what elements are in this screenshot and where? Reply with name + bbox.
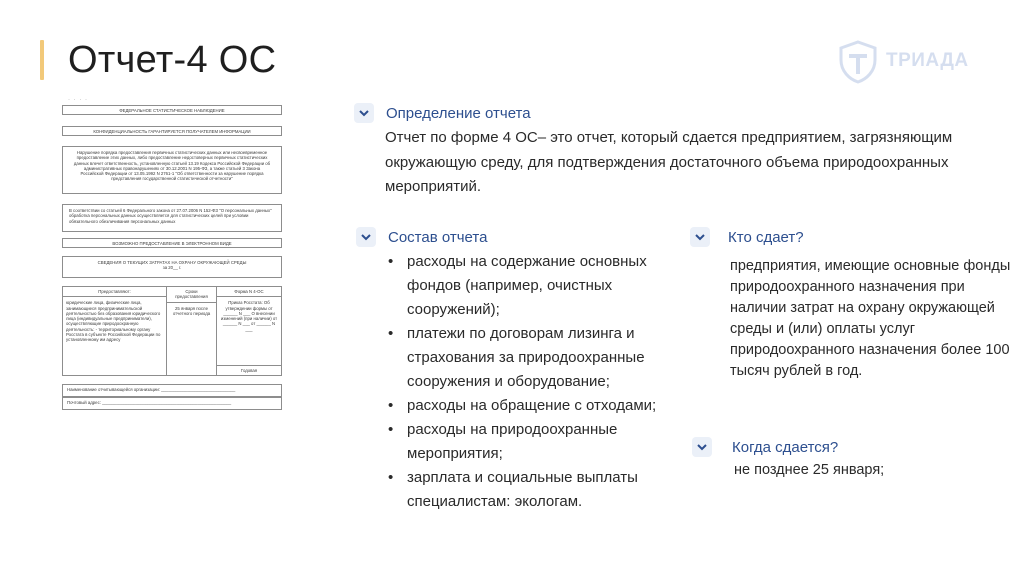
document-col2-text: 25 января после отчетного периода bbox=[172, 305, 211, 316]
document-report-period: за 20__ г. bbox=[162, 265, 182, 271]
page-title: Отчет-4 ОС bbox=[68, 39, 277, 81]
document-col-deadline bbox=[167, 287, 217, 375]
document-col1-header: Предоставляют: bbox=[63, 287, 166, 297]
list-item: • расходы на содержание основных фондов (например, очистных сооружений); bbox=[388, 253, 647, 318]
document-col-form bbox=[217, 287, 281, 375]
when-text: не позднее 25 января; bbox=[734, 462, 885, 478]
list-item: • платежи по договорам лизинга и страхования за природоохранные сооружения и оборудование; bbox=[388, 325, 645, 390]
document-table bbox=[62, 286, 282, 376]
composition-section-header[interactable] bbox=[356, 227, 487, 247]
document-electronic: ВОЗМОЖНО ПРЕДОСТАВЛЕНИЕ В ЭЛЕКТРОННОМ ВИДЕ bbox=[62, 238, 282, 248]
document-report-header bbox=[62, 256, 282, 278]
document-org-name: Наименование отчитывающейся организации: _______________________________ bbox=[62, 384, 282, 397]
chevron-down-icon[interactable] bbox=[692, 437, 712, 457]
brand-logo bbox=[838, 40, 978, 84]
shield-icon bbox=[838, 40, 878, 84]
composition-heading: Состав отчета bbox=[388, 228, 488, 246]
logo-text: ТРИАДА bbox=[886, 50, 969, 71]
when-heading: Когда сдается? bbox=[732, 438, 839, 456]
document-report-title: СВЕДЕНИЯ О ТЕКУЩИХ ЗАТРАТАХ НА ОХРАНУ ОКРУЖАЮЩЕЙ СРЕДЫ bbox=[97, 260, 247, 265]
document-col2-header: Сроки предоставления bbox=[167, 287, 216, 303]
title-accent-bar bbox=[40, 40, 44, 80]
document-address: Почтовый адрес: ______________________________________________________ bbox=[62, 397, 282, 410]
list-item: • расходы на обращение с отходами; bbox=[388, 397, 657, 414]
document-privacy-text: В соответствии со статьей 6 Федерального закона от 27.07.2006 N 152-ФЗ "О персональных данных" обработка персональных данных осуществляется для статистических целей при условии обязательного обезличивания персональных данных bbox=[62, 204, 282, 232]
who-heading: Кто сдает? bbox=[728, 228, 804, 246]
document-col3-footer: Годовая bbox=[217, 365, 281, 375]
who-text: предприятия, имеющие основные фонды природоохранного назначения при наличии затрат на охрану окружающей среды и (или) оплаты услуг природоохранного назначения более 100 тысяч рублей в год. bbox=[730, 258, 1011, 379]
definition-section-header[interactable] bbox=[354, 103, 531, 123]
composition-list bbox=[385, 250, 670, 514]
chevron-down-icon[interactable] bbox=[690, 227, 710, 247]
document-col-respondents bbox=[63, 287, 167, 375]
list-item: • расходы на природоохранные мероприятия; bbox=[388, 421, 618, 462]
document-col3-header: Форма N 4-ОС bbox=[217, 287, 281, 297]
document-header-dots: · · · · bbox=[68, 97, 88, 103]
chevron-down-icon[interactable] bbox=[356, 227, 376, 247]
definition-heading: Определение отчета bbox=[386, 104, 531, 122]
document-col1-text: юридические лица, физические лица, занимающиеся предпринимательской деятельностью без образования юридического лица (индивидуальные предприниматели), осуществляющие природоохранную деятельность: - территориальному органу Росстата в субъекте Российской Федерации по установленному им адресу bbox=[66, 300, 161, 343]
document-confidentiality: КОНФИДЕНЦИАЛЬНОСТЬ ГАРАНТИРУЕТСЯ ПОЛУЧАТЕЛЕМ ИНФОРМАЦИИ bbox=[62, 126, 282, 136]
who-section-header[interactable] bbox=[690, 227, 804, 247]
chevron-down-icon[interactable] bbox=[354, 103, 374, 123]
when-section-header[interactable] bbox=[692, 437, 838, 457]
document-col3-text: Приказ Росстата: Об утверждении формы от ______ N ___ О внесении изменений (при наличии) от ______ N ___ от ______ N ___ bbox=[220, 300, 278, 332]
document-liability-text: Нарушение порядка предоставления первичных статистических данных или несвоевременное предоставление этих данных, либо предоставление недостоверных первичных статистических данных влечет ответственность, установленную статьей 13.19 Кодекса Российской Федерации об административных правонарушениях от 30.12.2001 N 195-ФЗ, а также статьей 3 Закона Российской Федерации от 13.05.1992 N 2761-1 "Об ответственности за нарушение порядка представления государственной статистической отчетности" bbox=[62, 146, 282, 194]
definition-text: Отчет по форме 4 ОС– это отчет, который сдается предприятием, загрязняющим окружающую среду, для подтверждения достаточного объема природоохранных мероприятий. bbox=[385, 129, 953, 195]
list-item: • зарплата и социальные выплаты специалистам: экологам. bbox=[388, 469, 638, 510]
document-agency: ФЕДЕРАЛЬНОЕ СТАТИСТИЧЕСКОЕ НАБЛЮДЕНИЕ bbox=[62, 105, 282, 115]
report-form-thumbnail bbox=[62, 98, 282, 410]
